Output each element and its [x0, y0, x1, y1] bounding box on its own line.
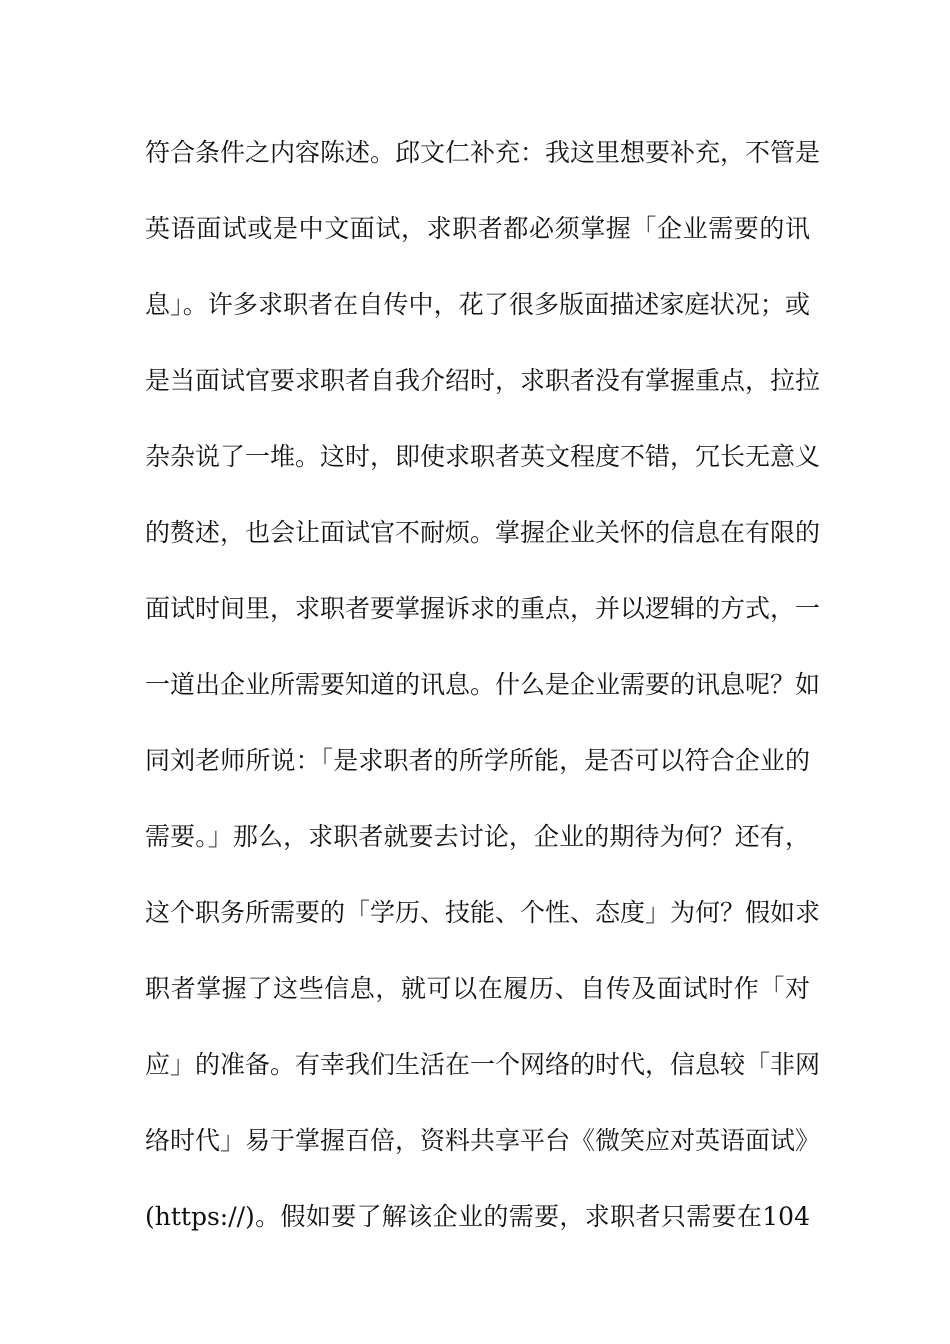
body-text	[145, 130, 821, 1270]
text-line-2: 英语面试或是中文面试，求职者都必须掌握「企业需要的讯	[145, 214, 810, 243]
text-line-6: 的赘述，也会让面试官不耐烦。掌握企业关怀的信息在有限的	[145, 518, 821, 547]
text-line-11: 这个职务所需要的「学历、技能、个性、态度」为何？假如求	[145, 898, 821, 927]
text-line-15: (https://)。假如要了解该企业的需要，求职者只需要在104	[145, 1202, 810, 1231]
text-line-13: 应」的准备。有幸我们生活在一个网络的时代，信息较「非网	[145, 1050, 821, 1079]
text-line-5: 杂杂说了一堆。这时，即使求职者英文程度不错，冗长无意义	[145, 442, 821, 471]
text-line-9: 同刘老师所说：「是求职者的所学所能，是否可以符合企业的	[145, 746, 810, 775]
text-line-1: 符合条件之内容陈述。邱文仁补充：我这里想要补充，不管是	[145, 138, 821, 167]
text-line-7: 面试时间里，求职者要掌握诉求的重点，并以逻辑的方式，一	[145, 594, 821, 623]
text-line-10: 需要。」那么，求职者就要去讨论，企业的期待为何？还有，	[145, 822, 810, 851]
text-line-12: 职者掌握了这些信息，就可以在履历、自传及面试时作「对	[145, 974, 810, 1003]
text-line-3: 息」。许多求职者在自传中，花了很多版面描述家庭状况；或	[145, 290, 810, 319]
text-line-8: 一道出企业所需要知道的讯息。什么是企业需要的讯息呢？如	[145, 670, 821, 699]
text-line-4: 是当面试官要求职者自我介绍时，求职者没有掌握重点，拉拉	[145, 366, 821, 395]
text-line-14: 络时代」易于掌握百倍，资料共享平台《微笑应对英语面试》	[145, 1126, 821, 1155]
